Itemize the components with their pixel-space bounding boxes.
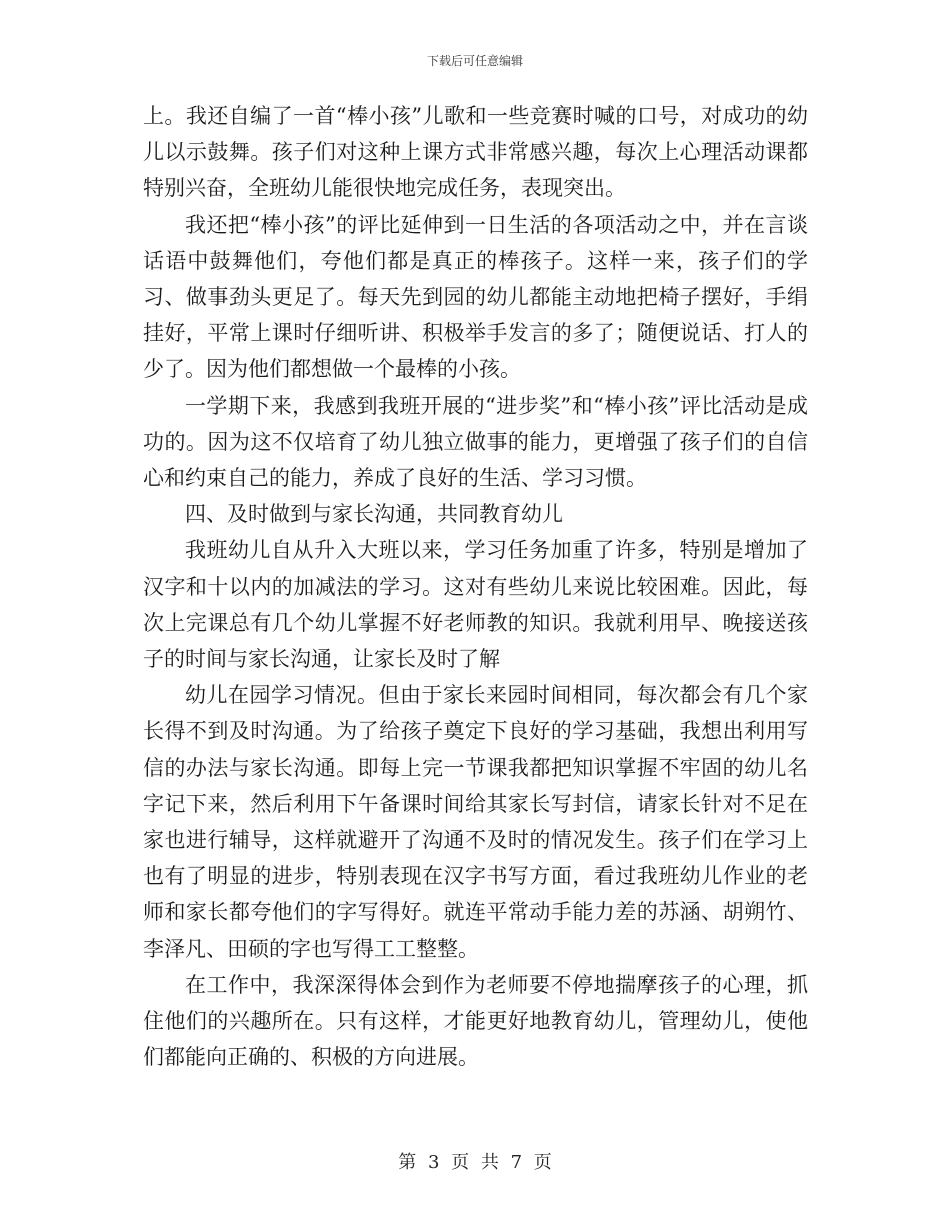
paragraph: 我还把“棒小孩”的评比延伸到一日生活的各项活动之中，并在言谈话语中鼓舞他们，夸他们都是真正的棒孩子。这样一来，孩子们的学习、做事劲头更足了。每天先到园的幼儿都能主动地把椅子摆好，手绢挂好，平常上课时仔细听讲、积极举手发言的多了；随便说话、打人的少了。因为他们都想做一个最棒的小孩。 <box>143 212 808 382</box>
page-number-footer: 第 3 页 共 7 页 <box>398 1152 552 1173</box>
paragraph: 在工作中，我深深得体会到作为老师要不停地揣摩孩子的心理，抓住他们的兴趣所在。只有这样，才能更好地教育幼儿，管理幼儿，使他们都能向正确的、积极的方向进展。 <box>143 972 808 1070</box>
paragraph: 我班幼儿自从升入大班以来，学习任务加重了许多，特别是增加了汉字和十以内的加减法的学习。这对有些幼儿来说比较困难。因此，每次上完课总有几个幼儿掌握不好老师教的知识。我就利用早、晚接送孩子的时间与家长沟通，让家长及时了解 <box>143 538 808 672</box>
document-body <box>143 98 808 1075</box>
paragraph: 一学期下来，我感到我班开展的“进步奖”和“棒小孩”评比活动是成功的。因为这不仅培育了幼儿独立做事的能力，更增强了孩子们的自信心和约束自己的能力，养成了良好的生活、学习习惯。 <box>143 393 808 491</box>
paragraph-continued: 上。我还自编了一首“棒小孩”儿歌和一些竞赛时喊的口号，对成功的幼儿以示鼓舞。孩子们对这种上课方式非常感兴趣，每次上心理活动课都特别兴奋，全班幼儿能很快地完成任务，表现突出。 <box>143 104 808 201</box>
page-header: 下载后可任意编辑 <box>426 54 523 68</box>
paragraph: 幼儿在园学习情况。但由于家长来园时间相同，每次都会有几个家长得不到及时沟通。为了给孩子奠定下良好的学习基础，我想出利用写信的办法与家长沟通。即每上完一节课我都把知识掌握不牢固的幼儿名字记下来，然后利用下午备课时间给其家长写封信，请家长针对不足在家也进行辅导，这样就避开了沟通不及时的情况发生。孩子们在学习上也有了明显的进步，特别表现在汉字书写方面，看过我班幼儿作业的老师和家长都夸他们的字写得好。就连平常动手能力差的苏涵、胡朔竹、李泽凡、田硕的字也写得工工整整。 <box>143 683 808 961</box>
section-heading: 四、及时做到与家长沟通，共同教育幼儿 <box>185 502 563 527</box>
